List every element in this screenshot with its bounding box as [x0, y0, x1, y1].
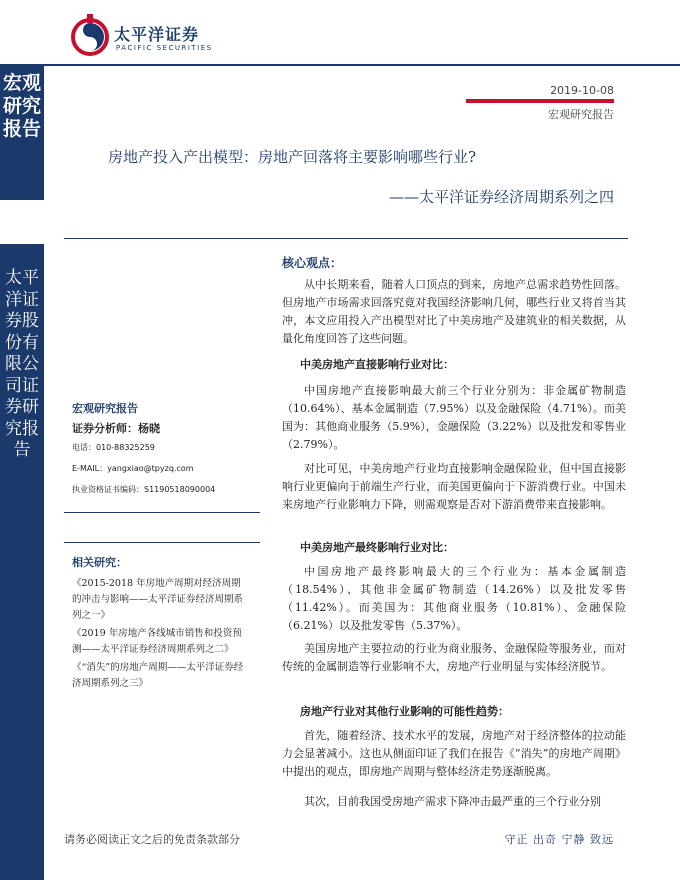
section-heading: 中美房地产最终影响行业对比： [300, 541, 454, 554]
sidebar-heading: 宏观研究报告 [72, 402, 138, 415]
related-research-item[interactable]: 《2019 年房地产各线城市销售和投资预测——太平洋证券经济周期系列之二》 [72, 628, 242, 655]
report-title: 房地产投入产出模型：房地产回落将主要影响哪些行业? [108, 148, 477, 166]
logo-name-cn: 太平洋证券 [114, 25, 200, 44]
related-research-title: 相关研究： [72, 556, 127, 569]
body-paragraph: 中国房地产最终影响最大的三个行业为：基本金属制造（18.54%）、其他非金属矿物制造（14.26%）以及批发零售（11.42%）。而美国为：其他商业服务（10.81%）、金融保险（6.21%）以及批发零售（5.37%）。 [282, 565, 626, 632]
related-research-item[interactable]: 《“消失”的房地产周期——太平洋证券经济周期系列之三》 [72, 662, 244, 689]
analyst-cert: 执业资格证书编码：S1190518090004 [72, 485, 216, 494]
sidebar-divider [64, 512, 260, 513]
sidebar-divider [64, 542, 260, 543]
report-date: 2019-10-08 [550, 84, 614, 97]
side-label-top: 宏观研究报告 [2, 72, 41, 140]
section-heading: 房地产行业对其他行业影响的可能性趋势： [300, 705, 509, 718]
related-research-list [72, 576, 244, 694]
body-paragraph: 美国房地产主要拉动的行业为商业服务、金融保险等服务业，而对传统的金属制造等行业影响不大，房地产行业明显与实体经济脱节。 [282, 642, 626, 673]
body-paragraph: 中国房地产直接影响最大前三个行业分别为：非金属矿物制造（10.64%）、基本金属制造（7.95%）以及金融保险（4.71%）。而美国为：其他商业服务（5.9%），金融保险（3.22%）以及批发和零售业（2.79%）。 [282, 384, 626, 451]
side-label-bottom: 太平洋证券股份有限公司证券研究报告 [5, 268, 39, 460]
company-motto: 守正 出奇 宁静 致远 [504, 833, 614, 846]
disclaimer-note: 请务必阅读正文之后的免责条款部分 [64, 833, 240, 846]
pacific-securities-logo-icon [70, 14, 110, 58]
body-paragraph: 对比可见，中美房地产行业均直接影响金融保险业，但中国直接影响行业更偏向于前端生产行业，而美国更偏向于下游消费行业。中国未来房地产行业影响力下降，则需观察是否对下游消费带来直接影响。 [282, 462, 626, 511]
analyst-name: 证券分析师：杨晓 [72, 422, 160, 435]
logo-name-en: PACIFIC SECURITIES [116, 44, 213, 52]
analyst-phone: 电话：010-88325259 [72, 443, 155, 452]
report-subtitle: ——太平洋证券经济周期系列之四 [388, 188, 614, 206]
related-research-item[interactable]: 《2015-2018 年房地产周期对经济周期的冲击与影响——太平洋证券经济周期系列之一》 [72, 578, 244, 621]
analyst-email: E-MAIL：yangxiao@tpyzq.com [72, 464, 194, 473]
body-paragraph: 从中长期来看，随着人口顶点的到来，房地产总需求趋势性回落。但房地产市场需求回落究竟对我国经济影响几何，哪些行业又将首当其冲，本文应用投入产出模型对比了中美房地产及建筑业的相关数据，从量化角度回答了这些问题。 [282, 278, 626, 345]
top-divider [0, 64, 680, 66]
company-logo [70, 14, 240, 58]
title-divider [64, 238, 628, 239]
report-type: 宏观研究报告 [548, 108, 614, 121]
body-paragraph: 首先，随着经济、技术水平的发展，房地产对于经济整体的拉动能力会显著减小。这也从侧面印证了我们在报告《“消失”的房地产周期》中提出的观点，即房地产周期与整体经济走势逐渐脱离。 [282, 729, 626, 778]
body-paragraph: 其次，目前我国受房地产需求下降冲击最严重的三个行业分别 [304, 795, 601, 808]
section-heading: 中美房地产直接影响行业对比： [300, 358, 454, 371]
accent-bar [466, 99, 614, 103]
core-views-heading: 核心观点： [282, 256, 343, 270]
